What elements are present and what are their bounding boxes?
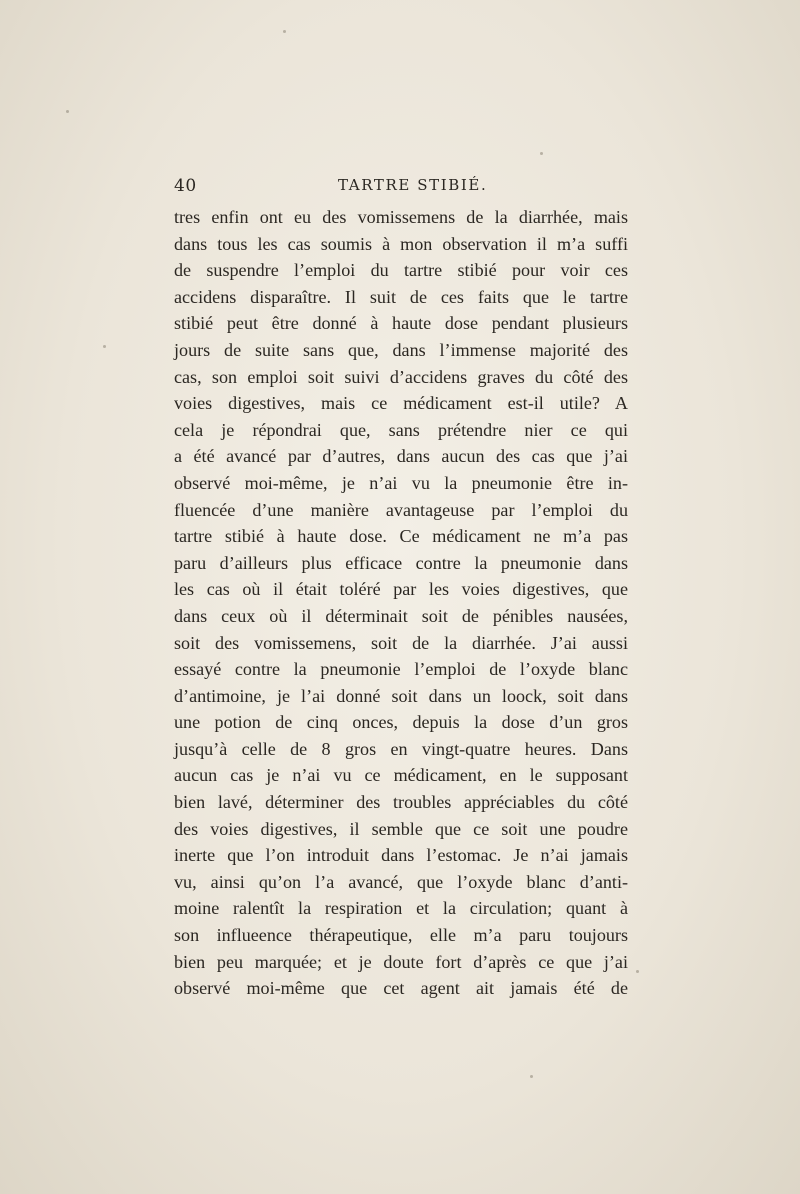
- text-line: dans ceux où il déterminait soit de pénibles nausées,: [174, 605, 628, 626]
- text-line: observé moi-même, je n’ai vu la pneumonie être in-: [174, 472, 628, 493]
- text-line: paru d’ailleurs plus efficace contre la pneumonie dans: [174, 552, 628, 573]
- paper-speck: [530, 1075, 533, 1078]
- running-title: TARTRE STIBIÉ.: [338, 176, 488, 194]
- text-line: des voies digestives, il semble que ce soit une poudre: [174, 818, 628, 839]
- text-line: soit des vomissemens, soit de la diarrhée. J’ai aussi: [174, 632, 628, 653]
- text-line: bien lavé, déterminer des troubles appréciables du côté: [174, 792, 628, 813]
- text-line: inerte que l’on introduit dans l’estomac. Je n’ai jamais: [174, 845, 628, 866]
- text-line: accidens disparaître. Il suit de ces faits que le tartre: [174, 286, 628, 307]
- text-line: tartre stibié à haute dose. Ce médicament ne m’a pas: [174, 526, 628, 547]
- text-line: une potion de cinq onces, depuis la dose d’un gros: [174, 712, 628, 733]
- running-head: [174, 176, 634, 200]
- text-line: stibié peut être donné à haute dose pendant plusieurs: [174, 313, 628, 334]
- text-line: essayé contre la pneumonie l’emploi de l’oxyde blanc: [174, 659, 628, 680]
- text-line: fluencée d’une manière avantageuse par l’emploi du: [174, 499, 628, 520]
- paper-speck: [103, 345, 106, 348]
- body-text: [174, 204, 628, 1002]
- text-line: observé moi-même que cet agent ait jamais été de: [174, 978, 628, 999]
- text-line: cas, son emploi soit suivi d’accidens graves du côté des: [174, 366, 628, 387]
- text-line: d’antimoine, je l’ai donné soit dans un loock, soit dans: [174, 685, 628, 706]
- text-line: jusqu’à celle de 8 gros en vingt-quatre heures. Dans: [174, 738, 628, 759]
- text-line: moine ralentît la respiration et la circulation; quant à: [174, 898, 628, 919]
- text-line: les cas où il était toléré par les voies digestives, que: [174, 579, 628, 600]
- text-line: de suspendre l’emploi du tartre stibié pour voir ces: [174, 260, 628, 281]
- paper-speck: [66, 110, 69, 113]
- paper-speck: [636, 970, 639, 973]
- text-line: dans tous les cas soumis à mon observation il m’a suffi: [174, 233, 628, 254]
- text-line: son influeence thérapeutique, elle m’a paru toujours: [174, 925, 628, 946]
- text-line: voies digestives, mais ce médicament est-il utile? A: [174, 393, 628, 414]
- text-line: tres enfin ont eu des vomissemens de la diarrhée, mais: [174, 207, 628, 227]
- text-line: jours de suite sans que, dans l’immense majorité des: [174, 339, 628, 360]
- text-line: bien peu marquée; et je doute fort d’après ce que j’ai: [174, 951, 628, 972]
- paper-speck: [540, 152, 543, 155]
- text-line: aucun cas je n’ai vu ce médicament, en le supposant: [174, 765, 628, 786]
- text-line: vu, ainsi qu’on l’a avancé, que l’oxyde blanc d’anti-: [174, 871, 628, 892]
- paper-speck: [283, 30, 286, 33]
- page-number: 40: [174, 176, 197, 196]
- text-line: cela je répondrai que, sans prétendre nier ce qui: [174, 419, 628, 440]
- text-line: a été avancé par d’autres, dans aucun des cas que j’ai: [174, 446, 628, 467]
